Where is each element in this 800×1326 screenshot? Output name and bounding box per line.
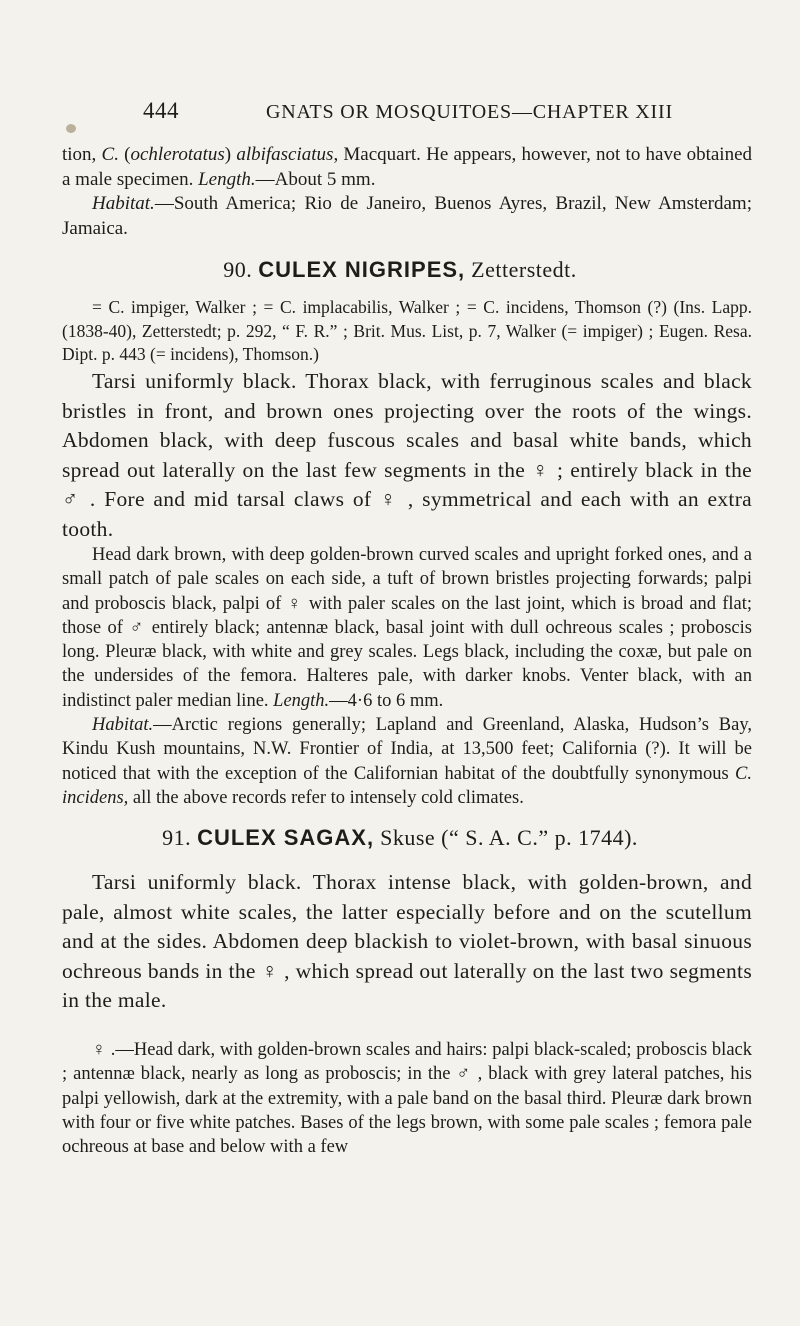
intro-paragraph: tion, C. (ochlerotatus) albifasciatus, Macquart. He appears, however, not to have obtained a male specimen. Length.—About 5 mm. Habitat.—South America; Rio de Janeiro, Buenos Ayres, Brazil, New Amsterdam; Jamaica. [62, 144, 753, 239]
species-90-synonymy: = C. impiger, Walker ; = C. implacabilis, Walker ; = C. incidens, Thomson (?) (Ins. Lapp. (1838-40), Zetterstedt; p. 292, “ F. R.” ; Brit. Mus. List, p. 7, Walker (= impiger) ; Eugen. Resa. Dipt. p. 443 (= incidens), Thomson.) [62, 297, 752, 364]
species-91-diagnosis: Tarsi uniformly black. Thorax intense black, with golden-brown, and pale, almost white scales, the latter especially before and on the scutellum and at the sides. Abdomen deep blackish to violet-brown, with basal sinuous ochreous bands in the ♀ , which spread out laterally on the last two segments in the male. [62, 870, 752, 1013]
length-label: Length. [198, 168, 256, 190]
running-head: GNATS OR MOSQUITOES—CHAPTER XIII [266, 101, 673, 123]
species-91-description: ♀ .—Head dark, with golden-brown scales and hairs: palpi black-scaled; proboscis black ; antennæ black, nearly as long as proboscis; in the ♂ , black with grey lateral patches, his palpi yellowish, dark at the extremity, with a pale band on the basal third. Pleuræ dark brown with four or five white patches. Bases of the legs brown, with some pale scales ; femora pale ochreous at base and below with a few [62, 1040, 752, 1158]
species-90-title: 90. CULEX NIGRIPES, Zetterstedt. [223, 257, 577, 282]
species-90-description: Head dark brown, with deep golden-brown curved scales and upright forked ones, and a small patch of pale scales on each side, a tuft of brown bristles projecting forwards; palpi and proboscis black, palpi of ♀ with paler scales on the last joint, which is broad and flat; those of ♂ entirely black; antennæ black, basal joint with dull ochreous scales ; proboscis long. Pleuræ black, with white and grey scales. Legs black, including the coxæ, but pale on the undersides of the femora. Halteres pale, with darker knobs. Venter black, with an indistinct paler median line. Length.—4·6 to 6 mm. Habitat.—Arctic regions generally; Lapland and Greenland, Alaska, Hudson’s Bay, Kindu Kush mountains, N.W. Frontier of India, at 13,500 feet; California (?). It will be noticed that with the exception of the Californian habitat of the doubtfully synonymous C. incidens, all the above records refer to intensely cold climates. [62, 545, 752, 808]
habitat-label: Habitat. [92, 193, 155, 214]
page-number: 444 [143, 98, 179, 123]
page-header [143, 98, 703, 134]
ink-mark [66, 124, 76, 133]
species-90-diagnosis: Tarsi uniformly black. Thorax black, with ferruginous scales and black bristles in front, and brown ones projecting over the roots of the wings. Abdomen black, with deep fuscous scales and basal white bands, which spread out laterally on the last few segments in the ♀ ; entirely black in the ♂ . Fore and mid tarsal claws of ♀ , symmetrical and each with an extra tooth. [62, 369, 752, 541]
species-91-title: 91. CULEX SAGAX, Skuse (“ S. A. C.” p. 1744). [162, 825, 638, 850]
